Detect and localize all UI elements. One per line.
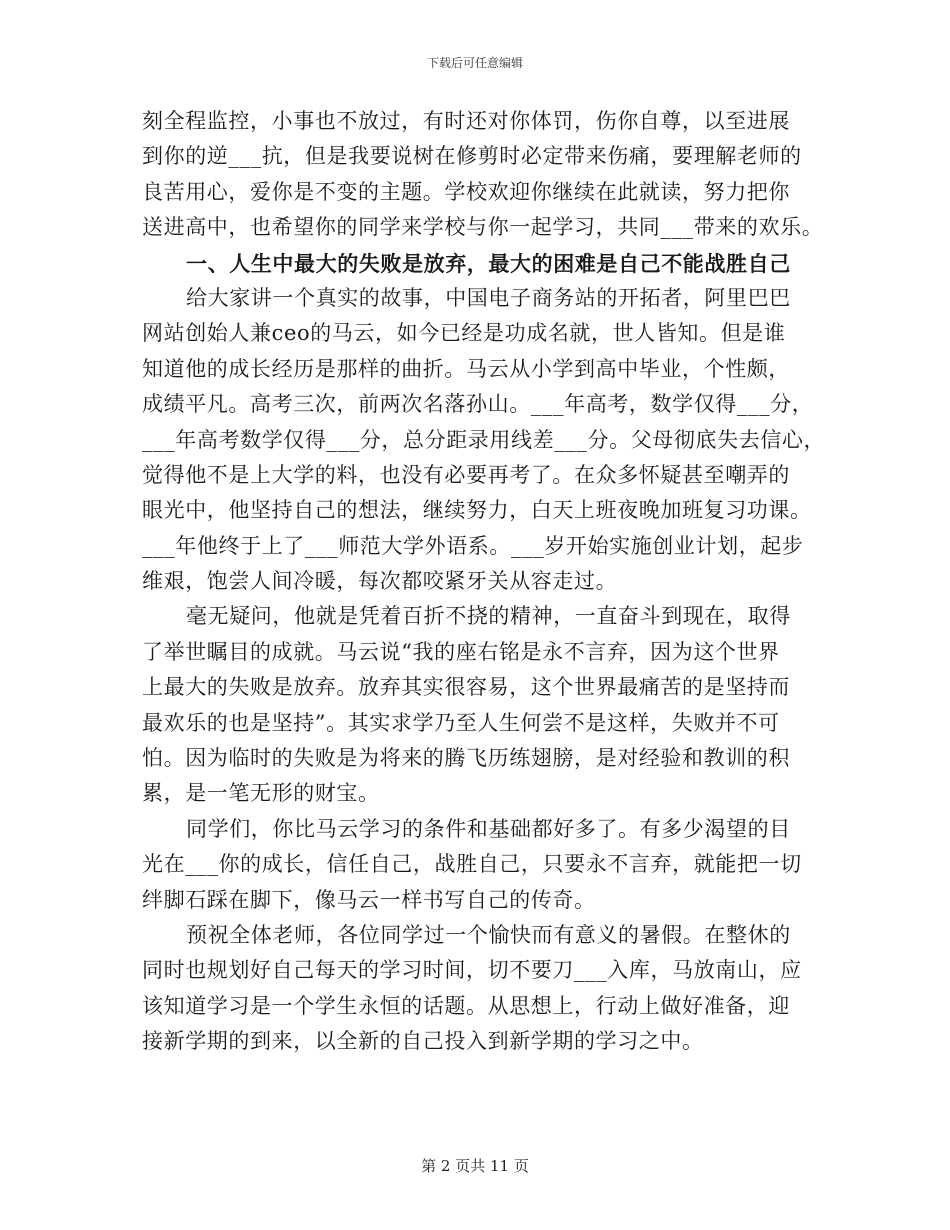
body-text-line: 毫无疑问，他就是凭着百折不挠的精神，一直奋斗到现在，取得 [186, 604, 791, 629]
section-heading: 一、人生中最大的失败是放弃，最大的困难是自己不能战胜自己 [186, 250, 791, 276]
body-text-line: 刻全程监控，小事也不放过，有时还对你体罚，伤你自尊，以至进展 [142, 109, 790, 133]
page-number: 第 2 页共 11 页 [421, 1157, 529, 1175]
body-text-line: 光在___你的成长，信任自己，战胜自己，只要永不言弃，就能把一切 [142, 852, 802, 877]
body-text-line: 给大家讲一个真实的故事，中国电子商务站的开拓者，阿里巴巴 [186, 285, 791, 310]
body-text-line: 预祝全体老师，各位同学过一个愉快而有意义的暑假。在整休的 [186, 922, 791, 947]
body-text-line: 接新学期的到来，以全新的自己投入到新学期的学习之中。 [142, 1029, 704, 1054]
body-text-line: 良苦用心，爱你是不变的主题。学校欢迎你继续在此就读，努力把你 [142, 179, 790, 204]
body-text-line: 同学们，你比马云学习的条件和基础都好多了。有多少渴望的目 [186, 816, 791, 841]
body-text-line: 维艰，饱尝人间冷暖，每次都咬紧牙关从容走过。 [142, 569, 618, 594]
body-text-line: 网站创始人兼ceo的马云，如今已经是功成名就，世人皆知。但是谁 [142, 321, 786, 346]
body-text-line: ___年高考数学仅得___分，总分距录用线差___分。父母彻底失去信心， [142, 427, 826, 452]
body-text-line: 送进高中，也希望你的同学来学校与你一起学习，共同___带来的欢乐。 [142, 215, 824, 240]
body-text-line: 怕。因为临时的失败是为将来的腾飞历练翅膀，是对经验和教训的积 [142, 746, 790, 771]
document-body [142, 104, 826, 1060]
body-text-line: 累，是一笔无形的财宝。 [142, 781, 380, 806]
page-header-note: 下载后可任意编辑 [426, 56, 523, 70]
body-text-line: 眼光中，他坚持自己的想法，继续努力，白天上班夜晚加班复习功课。 [142, 498, 812, 523]
body-text-line: 到你的逆___抗，但是我要说树在修剪时必定带来伤痛，要理解老师的 [142, 144, 802, 169]
body-text-line: 同时也规划好自己每天的学习时间，切不要刀___入库，马放南山，应 [142, 958, 802, 983]
body-text-line: 觉得他不是上大学的料，也没有必要再考了。在众多怀疑甚至嘲弄的 [142, 462, 790, 487]
body-text-line: 最欢乐的也是坚持”。其实求学乃至人生何尝不是这样，失败并不可 [142, 710, 780, 735]
body-text-line: 绊脚石踩在脚下，像马云一样书写自己的传奇。 [142, 887, 596, 912]
body-text-line: 知道他的成长经历是那样的曲折。马云从小学到高中毕业，个性颇， [142, 356, 790, 381]
body-text-line: 成绩平凡。高考三次，前两次名落孙山。___年高考，数学仅得___分， [142, 392, 814, 417]
body-text-line: 该知道学习是一个学生永恒的话题。从思想上，行动上做好准备，迎 [142, 993, 790, 1018]
body-text-line: ___年他终于上了___师范大学外语系。___岁开始实施创业计划，起步 [142, 533, 804, 558]
body-text-line: 了举世瞩目的成就。马云说“我的座右铭是永不言弃，因为这个世界 [142, 639, 780, 664]
body-text-line: 上最大的失败是放弃。放弃其实很容易，这个世界最痛苦的是坚持而 [142, 675, 790, 700]
